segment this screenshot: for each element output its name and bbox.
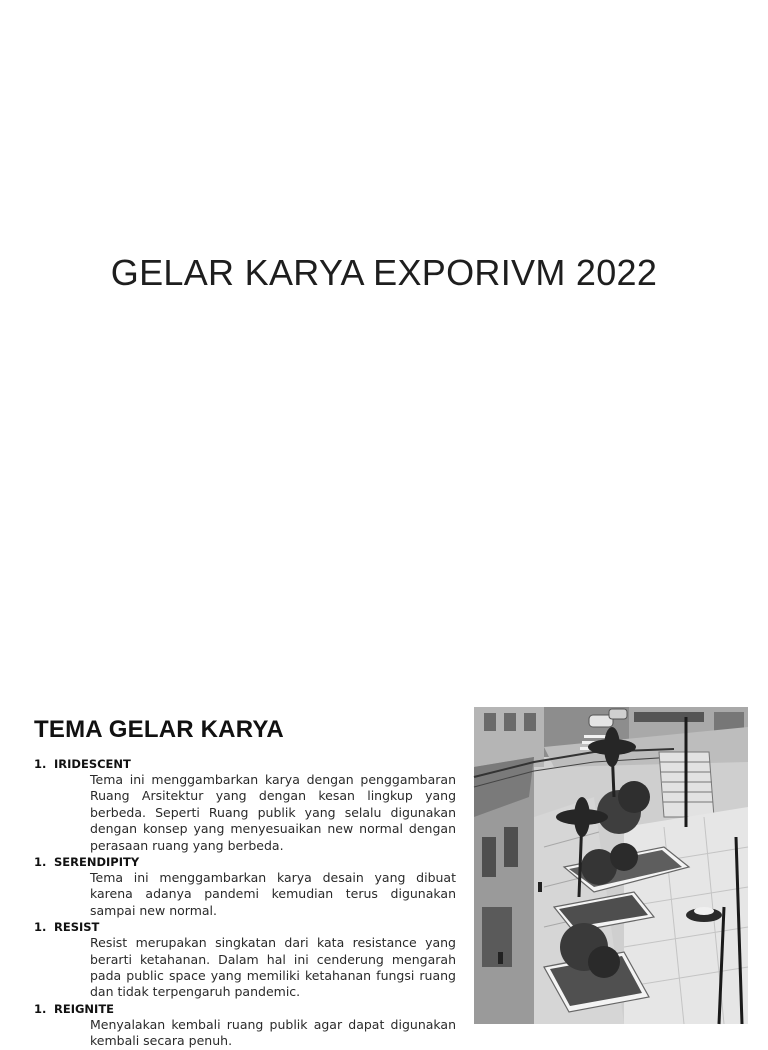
theme-title <box>34 756 456 772</box>
theme-description: Resist merupakan singkatan dari kata resistance yang berarti ketahanan. Dalam hal ini cenderung mengarah pada public space yang memiliki ketahanan fungsi ruang dan tidak terpengaruh pandemic. <box>90 935 456 1000</box>
theme-title <box>34 1001 456 1017</box>
theme-description: Tema ini menggambarkan karya dengan penggambaran Ruang Arsitektur yang dengan kesan lingkup yang berbeda. Seperti Ruang publik yang selalu digunakan dengan konsep yang menyesuaikan new normal dengan perasaan ruang yang berbeda. <box>90 772 456 853</box>
theme-section <box>34 716 456 1050</box>
theme-name: IRIDESCENT <box>54 757 131 771</box>
theme-number: 1. <box>34 920 47 935</box>
theme-name: RESIST <box>54 920 100 935</box>
theme-item <box>34 756 456 854</box>
theme-item <box>34 1001 456 1050</box>
theme-title <box>34 919 456 935</box>
theme-number: 1. <box>34 757 47 771</box>
theme-title <box>34 854 456 870</box>
section-heading: TEMA GELAR KARYA <box>34 716 284 743</box>
theme-number: 1. <box>34 855 47 870</box>
plaza-photo <box>474 707 748 1024</box>
theme-description: Tema ini menggambarkan karya desain yang dibuat karena adanya pandemi kemudian terus digunakan sampai new normal. <box>90 870 456 918</box>
cover-title: GELAR KARYA EXPORIVM 2022 <box>110 252 658 293</box>
theme-description: Menyalakan kembali ruang publik agar dapat digunakan kembali secara penuh. <box>90 1016 456 1049</box>
theme-item <box>34 854 456 919</box>
theme-number: 1. <box>34 1001 47 1016</box>
theme-name: SERENDIPITY <box>54 855 140 870</box>
theme-name: REIGNITE <box>54 1001 115 1016</box>
theme-item <box>34 919 456 1001</box>
